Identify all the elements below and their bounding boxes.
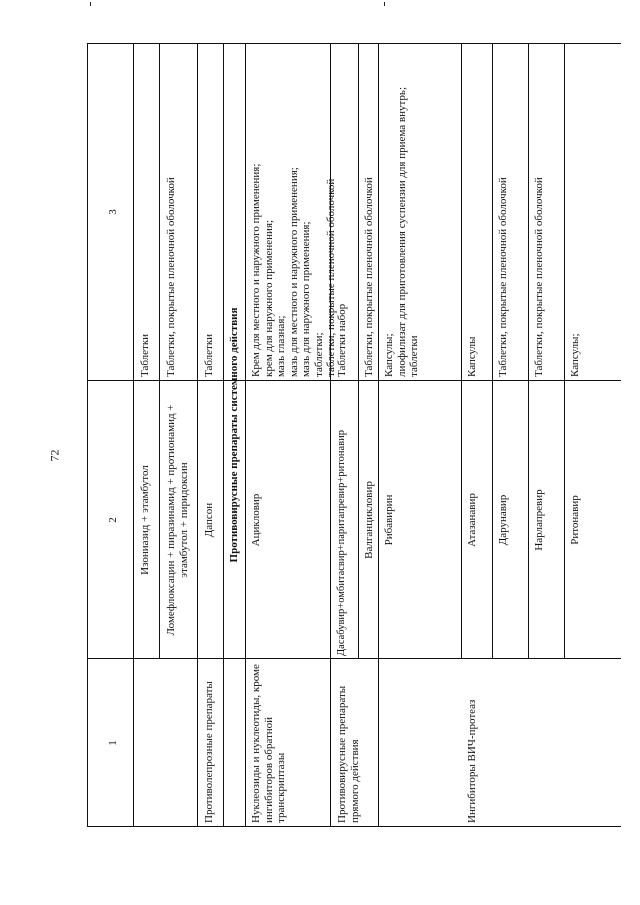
medication-table bbox=[87, 43, 621, 827]
scan-mark bbox=[384, 2, 385, 6]
header-col-1: 1 bbox=[107, 740, 119, 746]
r4-forms bbox=[250, 47, 338, 377]
header-col-2: 2 bbox=[107, 517, 119, 523]
r4-group: Нуклеозиды и нуклеотиды, кроме ингибиторов обратной транскриптазы bbox=[250, 664, 287, 823]
r7-form-line: Капсулы; bbox=[383, 333, 395, 377]
r8-group: Ингибиторы ВИЧ-протеаз bbox=[466, 699, 478, 823]
r9-form: Таблетки, покрытые пленочной оболочкой bbox=[497, 177, 509, 377]
r4-substance: Ацикловир bbox=[250, 493, 262, 547]
r1-substance: Изониазид + этамбутол bbox=[139, 465, 151, 575]
r2-form: Таблетки, покрытые пленочной оболочкой bbox=[165, 177, 177, 377]
r11-substance: Ритонавир bbox=[569, 495, 581, 545]
r3-form: Таблетки bbox=[203, 333, 215, 377]
r4-form-line: Крем для местного и наружного применения; bbox=[250, 163, 262, 377]
r4-form-line: мазь для местного и наружного применения; bbox=[287, 167, 300, 377]
r11-form: Капсулы; bbox=[569, 333, 581, 377]
section-heading: Противовирусные препараты системного действия bbox=[228, 307, 240, 563]
r7-form-line: лиофилизат для приготовления суспензии для приема внутрь; bbox=[395, 86, 408, 377]
r8-form: Капсулы bbox=[466, 336, 478, 377]
r5-group: Противовирусные препараты прямого действия bbox=[336, 685, 361, 823]
r7-form-line: таблетки bbox=[408, 335, 420, 377]
r3-group: Противолепрозные препараты bbox=[203, 681, 215, 823]
r4-form-line: мазь для наружного применения; bbox=[300, 221, 312, 377]
r5-substance: Дасабувир+омбитасвир+паритапревир+ритонавир bbox=[336, 430, 347, 656]
r7-substance: Рибавирин bbox=[383, 494, 395, 546]
r3-substance: Дапсон bbox=[203, 502, 215, 538]
r4-form-line: крем для наружного применения; bbox=[262, 219, 275, 377]
scan-mark bbox=[90, 2, 91, 6]
r4-form-line: таблетки; bbox=[312, 332, 325, 377]
r4-form-line: таблетки, покрытые пленочной оболочкой bbox=[325, 178, 337, 377]
r8-substance: Атазанавир bbox=[466, 493, 478, 547]
r7-forms bbox=[383, 47, 421, 377]
r6-form: Таблетки, покрытые пленочной оболочкой bbox=[363, 177, 375, 377]
r10-substance: Нарлапревир bbox=[533, 489, 545, 551]
r1-form: Таблетки bbox=[139, 333, 151, 377]
rotated-page bbox=[87, 43, 621, 827]
r2-substance: Ломефлоксацин + пиразинамид + протионамид + этамбутол + пиридоксин bbox=[165, 404, 190, 636]
r4-form-line: мазь глазная; bbox=[275, 315, 287, 377]
r10-form: Таблетки, покрытые пленочной оболочкой bbox=[533, 177, 545, 377]
r9-substance: Дарунавир bbox=[497, 494, 509, 546]
page-number: 72 bbox=[47, 449, 62, 462]
header-col-3: 3 bbox=[107, 209, 119, 215]
r5-form: Таблетки набор bbox=[336, 303, 348, 377]
r6-substance: Валганцикловир bbox=[363, 481, 375, 559]
